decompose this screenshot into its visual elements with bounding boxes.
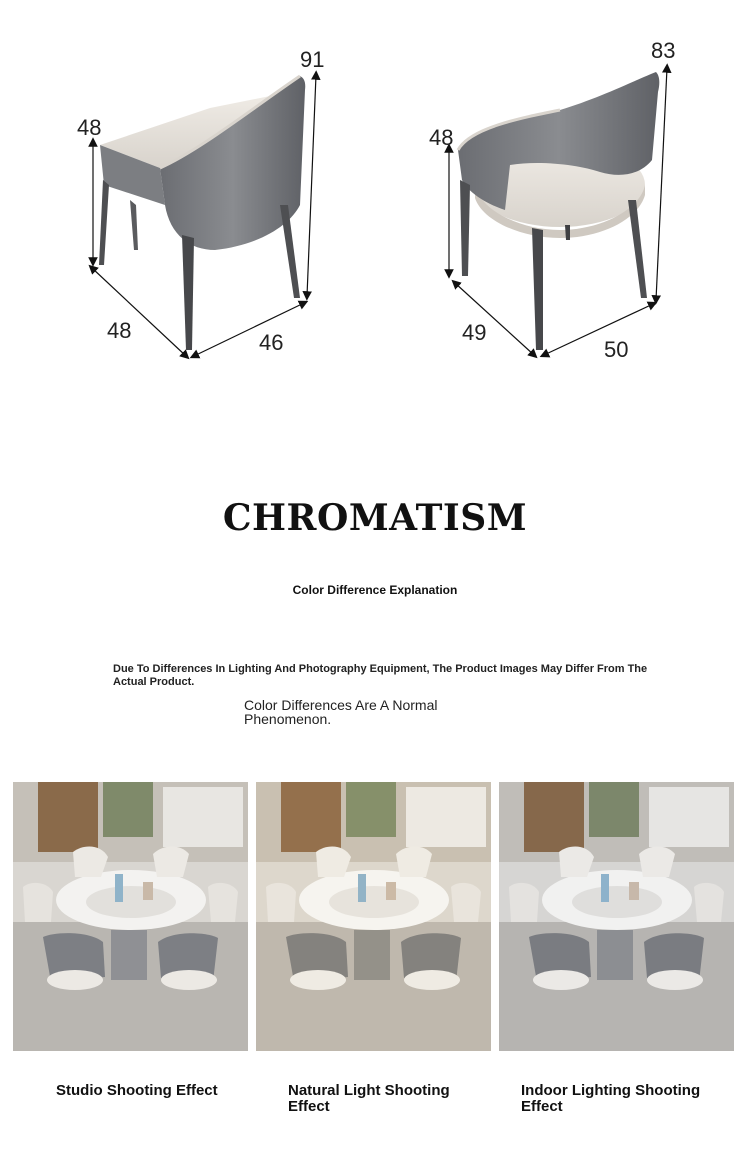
normal-phenomenon-text: Color Differences Are A Normal Phenomenon. xyxy=(244,697,438,727)
chair-2-height-label: 83 xyxy=(651,38,676,63)
page-subtitle: Color Difference Explanation xyxy=(292,583,458,597)
chair-2-illustration xyxy=(458,72,659,350)
chair-2-height-line xyxy=(656,68,667,300)
chair-diagrams xyxy=(0,0,750,420)
natural-light-caption: Natural Light Shooting Effect xyxy=(288,1082,450,1115)
studio-photo xyxy=(13,782,248,1051)
chair-2-width-line xyxy=(544,304,653,355)
chair-1-height-label: 91 xyxy=(300,47,325,72)
chair-1-seat-height-label: 48 xyxy=(77,115,102,140)
chair-1-width-line xyxy=(194,303,304,356)
natural-light-photo xyxy=(256,782,491,1051)
studio-caption: Studio Shooting Effect xyxy=(56,1082,218,1099)
chair-1-illustration xyxy=(99,76,305,350)
indoor-lighting-caption: Indoor Lighting Shooting Effect xyxy=(521,1082,701,1115)
chair-2-depth-label: 49 xyxy=(462,320,487,345)
chair-2-seat-height-label: 48 xyxy=(429,125,454,150)
chair-1-height-line xyxy=(307,75,316,296)
disclaimer-text: Due To Differences In Lighting And Photography Equipment, The Product Images May Differ From The Actual Product. xyxy=(113,663,648,688)
chair-1-depth-label: 48 xyxy=(107,318,132,343)
chair-2-width-label: 50 xyxy=(604,337,629,362)
indoor-lighting-photo xyxy=(499,782,734,1051)
page-title: CHROMATISM xyxy=(222,497,528,539)
chair-1-width-label: 46 xyxy=(259,330,284,355)
